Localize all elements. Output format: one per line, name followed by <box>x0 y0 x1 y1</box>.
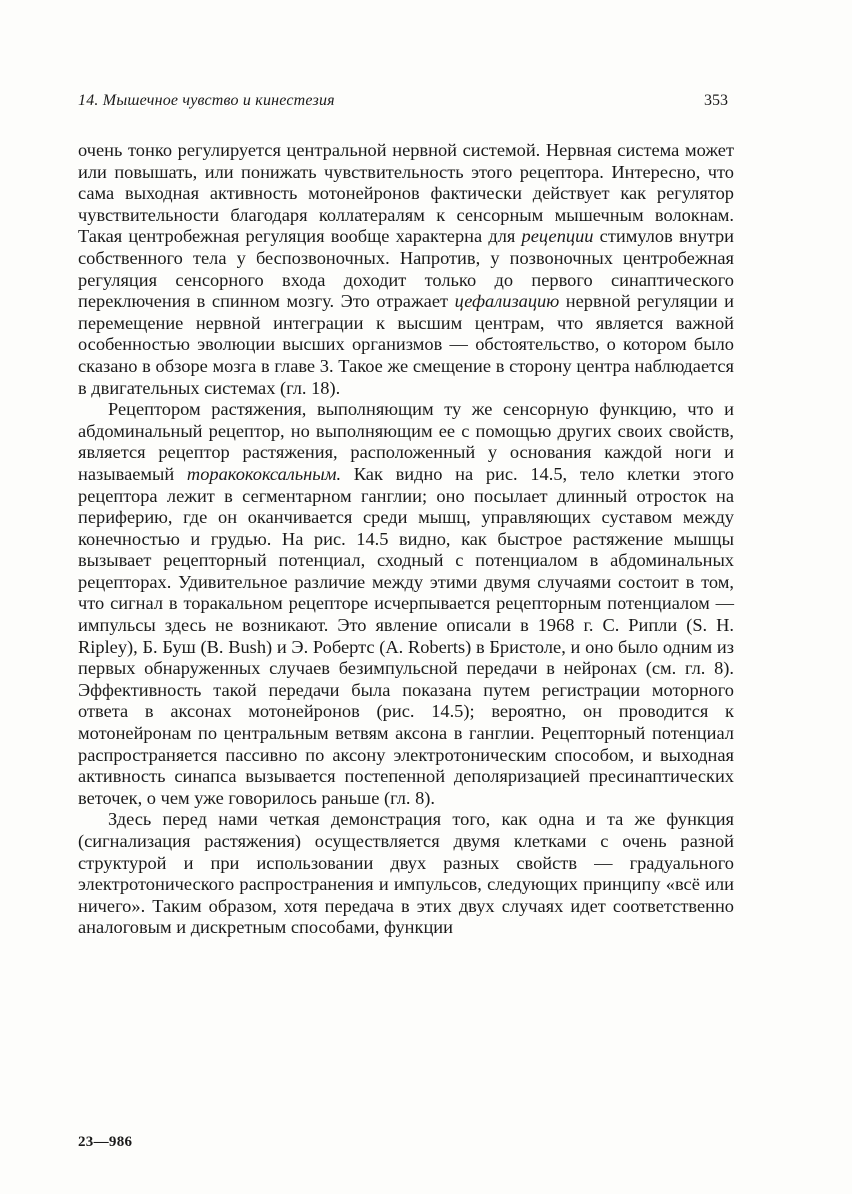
text-run: Как видно на рис. 14.5, тело клетки этого рецептора лежит в сегментарном ганглии; оно посылает длинный отросток на периферию, где он оканчивается среди мышц, управляющих суставом между конечностью и грудью. На рис. 14.5 видно, как быстрое растяжение мышцы вызывает рецепторный потенциал, сходный с потенциалом в абдоминальных рецепторах. Удивительное различие между этими двумя случаями состоит в том, что сигнал в торакальном рецепторе исчерпывается рецепторным потенциалом — импульсы здесь не возникают. Это явление описали в 1968 г. С. Рипли (S. H. Ripley), Б. Буш (B. Bush) и Э. Робертс (A. Roberts) в Бристоле, и оно было одним из первых обнаруженных случаев безимпульсной передачи в нейронах (см. гл. 8). Эффективность такой передачи была показана путем регистрации моторного ответа в аксонах мотонейронов (рис. 14.5); вероятно, он проводится к мотонейронам по центральным ветвям аксона в ганглии. Рецепторный потенциал распространяется пассивно по аксону электротоническим способом, и выходная активность синапса вызывается постепенной деполяризацией пресинаптических веточек, о чем уже говорилось раньше (гл. 8). <box>78 463 735 808</box>
page-number: 353 <box>704 92 728 109</box>
italic-term-cefalizaciyu: цефализацию <box>454 291 560 312</box>
text-run: Здесь перед нами четкая демонстрация того, как одна и та же функция (сигнализация растяжения) осуществляется двумя клетками с очень разной структурой и при использовании двух разных свойств — градуального электротонического распространения и импульсов, следующих принципу «всё или ничего». Таким образом, хотя передача в этих двух случаях идет соответственно аналоговым и дискретным способами, функции <box>78 809 734 938</box>
paragraph-3 <box>78 809 734 939</box>
text-run: стимулов внутри собственного тела у беспозвоночных. Напротив, у позвоночных центробежная регуляция сенсорного входа доходит только до первого синаптического переключения в спинном мозгу. Это отражает <box>78 226 734 312</box>
running-title: 14. Мышечное чувство и кинестезия <box>78 92 335 109</box>
paragraph-2 <box>78 399 734 809</box>
body-text <box>78 140 734 939</box>
text-run: Рецептором растяжения, выполняющим ту же сенсорную функцию, что и абдоминальный рецептор, но выполняющим ее с помощью других своих свойств, является рецептор растяжения, расположенный у основания каждой ноги и называемый <box>78 399 734 484</box>
italic-term-torakokoksalnym: торакококсальным. <box>186 463 342 484</box>
running-head <box>78 92 728 118</box>
italic-term-recepcii: рецепции <box>521 226 594 247</box>
text-run: нервной регуляции и перемещение нервной интеграции к высшим центрам, что является важной особенностью эволюции высших организмов — обстоятельство, о котором было сказано в обзоре мозга в главе 3. Такое же смещение в сторону центра наблюдается в двигательных системах (гл. 18). <box>78 291 734 398</box>
paragraph-1 <box>78 140 734 399</box>
text-run: очень тонко регулируется центральной нервной системой. Нервная система может или повышать, или понижать чувствительность этого рецептора. Интересно, что сама выходная активность мотонейронов фактически действует как регулятор чувствительности благодаря коллатералям к сенсорным мышечным волокнам. Такая центробежная регуляция вообще характерна для <box>78 140 734 247</box>
printer-signature: 23—986 <box>78 1134 133 1150</box>
